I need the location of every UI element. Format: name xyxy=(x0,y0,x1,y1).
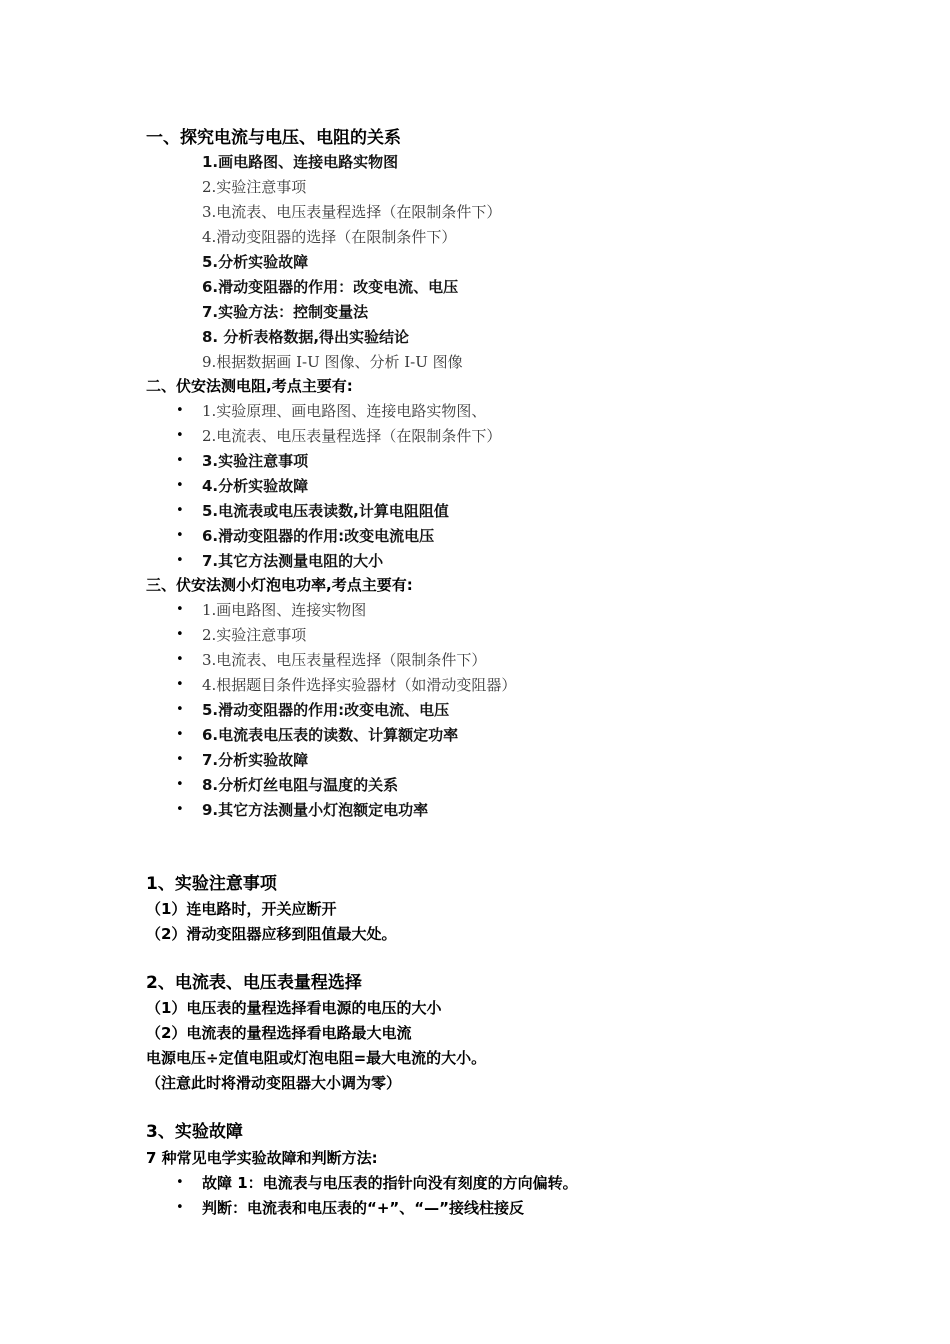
section2-item-3: 3.实验注意事项 xyxy=(202,452,309,470)
bullet-icon: • xyxy=(176,403,184,418)
section3-item-5: 5.滑动变阻器的作用:改变电流、电压 xyxy=(202,701,450,719)
bullet-icon: • xyxy=(176,428,184,443)
bullet-icon: • xyxy=(176,652,184,667)
section3-title: 三、伏安法测小灯泡电功率,考点主要有: xyxy=(146,576,413,594)
section1-title: 一、探究电流与电压、电阻的关系 xyxy=(146,128,401,148)
section1-item-2: 2.实验注意事项 xyxy=(202,178,307,196)
section3-item-9: 9.其它方法测量小灯泡额定电功率 xyxy=(202,801,429,819)
section3-item-8: 8.分析灯丝电阻与温度的关系 xyxy=(202,776,399,794)
part2-line-4: （注意此时将滑动变阻器大小调为零） xyxy=(146,1074,402,1092)
section1-item-6: 6.滑动变阻器的作用：改变电流、电压 xyxy=(202,278,459,296)
section2-title: 二、伏安法测电阻,考点主要有: xyxy=(146,377,353,395)
bullet-icon: • xyxy=(176,752,184,767)
section1-item-1: 1.画电路图、连接电路实物图 xyxy=(202,153,399,171)
bullet-icon: • xyxy=(176,802,184,817)
part3-bullet-2: 判断：电流表和电压表的“+”、“—”接线柱接反 xyxy=(202,1199,525,1217)
section2-item-5: 5.电流表或电压表读数,计算电阻阻值 xyxy=(202,502,449,520)
bullet-icon: • xyxy=(176,528,184,543)
part3-bullet-1: 故障 1：电流表与电压表的指针向没有刻度的方向偏转。 xyxy=(202,1174,578,1192)
bullet-icon: • xyxy=(176,702,184,717)
section3-item-3: 3.电流表、电压表量程选择（限制条件下） xyxy=(202,651,487,669)
section3-item-6: 6.电流表电压表的读数、计算额定功率 xyxy=(202,726,459,744)
part2-line-1: （1）电压表的量程选择看电源的电压的大小 xyxy=(146,999,442,1017)
section1-item-5: 5.分析实验故障 xyxy=(202,253,309,271)
bullet-icon: • xyxy=(176,1200,184,1215)
part1-line-2: （2）滑动变阻器应移到阻值最大处。 xyxy=(146,925,397,943)
bullet-icon: • xyxy=(176,677,184,692)
part2-line-3: 电源电压÷定值电阻或灯泡电阻=最大电流的大小。 xyxy=(146,1049,487,1067)
bullet-icon: • xyxy=(176,453,184,468)
section3-item-4: 4.根据题目条件选择实验器材（如滑动变阻器） xyxy=(202,676,517,694)
section1-item-3: 3.电流表、电压表量程选择（在限制条件下） xyxy=(202,203,502,221)
section2-item-6: 6.滑动变阻器的作用:改变电流电压 xyxy=(202,527,435,545)
section3-item-2: 2.实验注意事项 xyxy=(202,626,307,644)
section3-item-7: 7.分析实验故障 xyxy=(202,751,309,769)
section1-item-9: 9.根据数据画 I-U 图像、分析 I-U 图像 xyxy=(202,353,463,371)
section1-item-4: 4.滑动变阻器的选择（在限制条件下） xyxy=(202,228,457,246)
part2-title: 2、电流表、电压表量程选择 xyxy=(146,973,362,993)
section2-item-1: 1.实验原理、画电路图、连接电路实物图、 xyxy=(202,402,487,420)
part1-line-1: （1）连电路时，开关应断开 xyxy=(146,900,337,918)
bullet-icon: • xyxy=(176,602,184,617)
part3-intro: 7 种常见电学实验故障和判断方法: xyxy=(146,1149,378,1167)
part2-line-2: （2）电流表的量程选择看电路最大电流 xyxy=(146,1024,412,1042)
part3-title: 3、实验故障 xyxy=(146,1122,243,1142)
bullet-icon: • xyxy=(176,478,184,493)
section1-item-8: 8. 分析表格数据,得出实验结论 xyxy=(202,328,410,346)
bullet-icon: • xyxy=(176,1175,184,1190)
bullet-icon: • xyxy=(176,553,184,568)
section2-item-4: 4.分析实验故障 xyxy=(202,477,309,495)
bullet-icon: • xyxy=(176,727,184,742)
section3-item-1: 1.画电路图、连接实物图 xyxy=(202,601,367,619)
section1-item-7: 7.实验方法：控制变量法 xyxy=(202,303,369,321)
bullet-icon: • xyxy=(176,777,184,792)
bullet-icon: • xyxy=(176,627,184,642)
section2-item-7: 7.其它方法测量电阻的大小 xyxy=(202,552,384,570)
bullet-icon: • xyxy=(176,503,184,518)
section2-item-2: 2.电流表、电压表量程选择（在限制条件下） xyxy=(202,427,502,445)
part1-title: 1、实验注意事项 xyxy=(146,874,277,894)
